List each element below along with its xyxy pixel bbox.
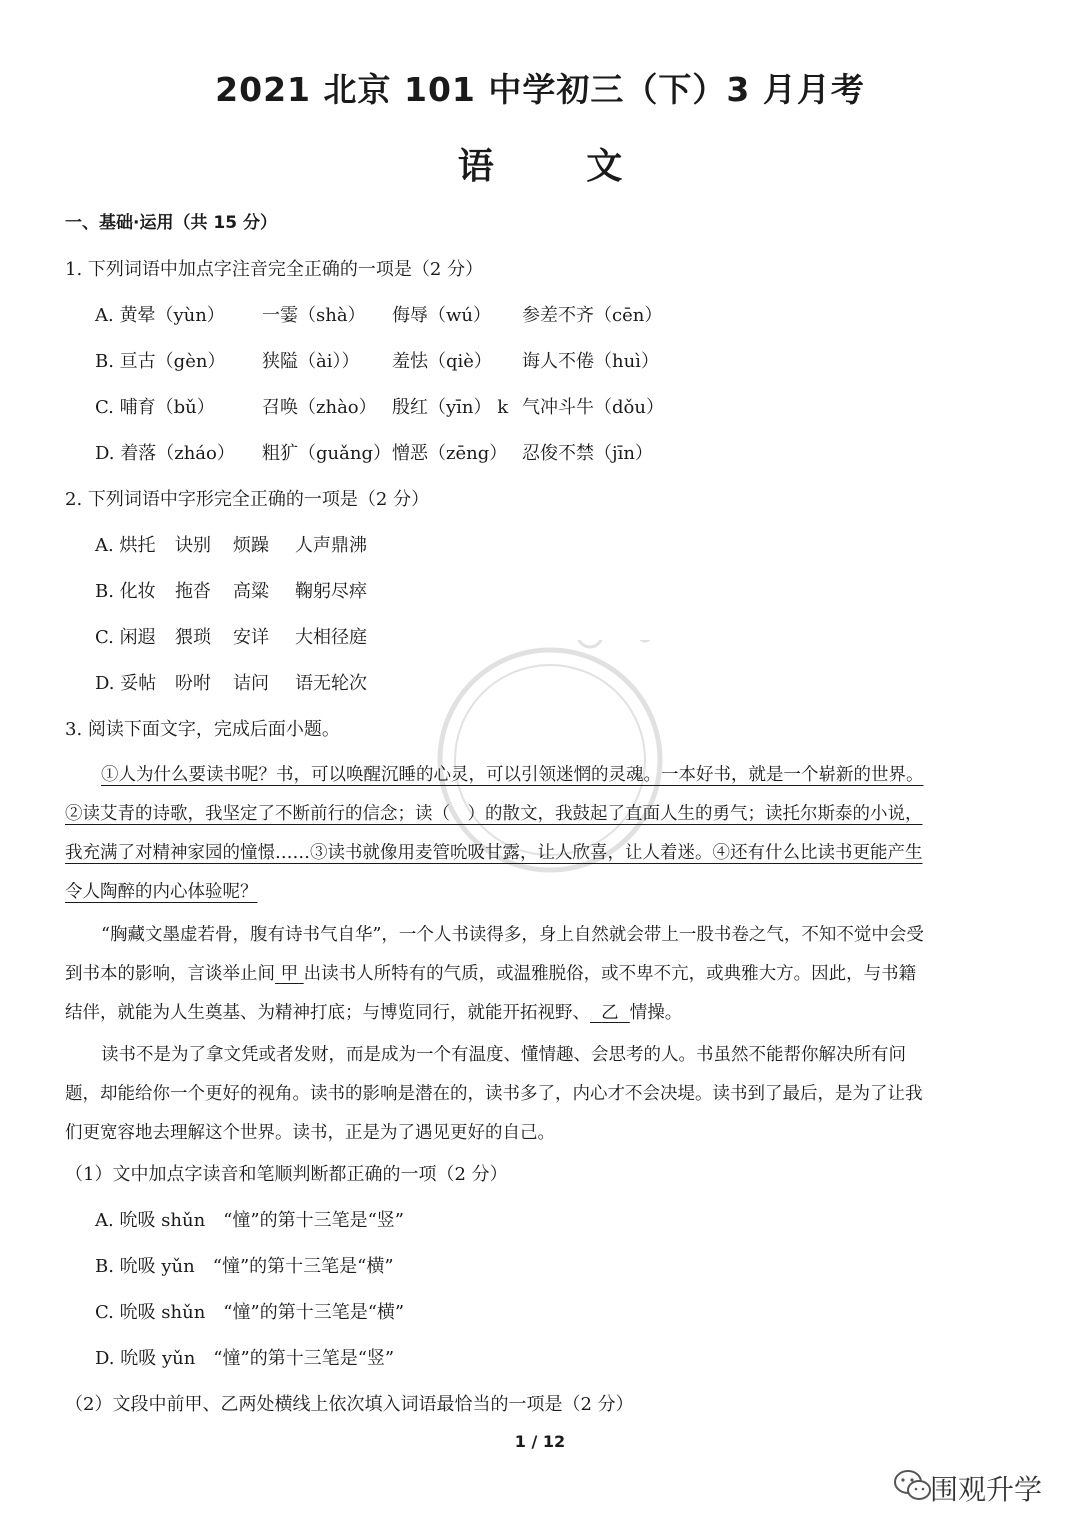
passage-line: 我充满了对精神家园的憧憬……③读书就像用麦管吮吸甘露，让人欣喜，让人着迷。④还有什么比读书更能产生	[65, 843, 923, 863]
blank-yi: 乙	[601, 1003, 619, 1023]
option-cell: 气冲斗牛（dǒu）	[522, 397, 664, 418]
option-cell: C. 闲遐	[95, 627, 156, 648]
question-1-stem: 1. 下列词语中加点字注音完全正确的一项是（2 分）	[65, 259, 484, 280]
option-cell: A. 烘托	[95, 535, 156, 556]
option-cell: 召唤（zhào）	[262, 397, 377, 418]
passage-line: 读书不是为了拿文凭或者发财，而是成为一个有温度、懂情趣、会思考的人。书虽然不能帮你解决所有问	[101, 1045, 906, 1065]
subject-title: 语 文	[457, 146, 663, 187]
option-cell: B. 亘古（gèn）	[95, 351, 226, 372]
sub-question-2-stem: （2）文段中前甲、乙两处横线上依次填入词语最恰当的一项是（2 分）	[65, 1394, 634, 1415]
passage-line: ②读艾青的诗歌，我坚定了不断前行的信念；读（ ）的散文，我鼓起了直面人生的勇气；读托尔斯泰的小说，	[65, 804, 923, 824]
passage-line	[65, 994, 1005, 1033]
option-cell: 语无轮次	[295, 673, 367, 694]
option-cell: A. 黄晕（yùn）	[95, 305, 225, 326]
option-cell: 大相径庭	[295, 627, 367, 648]
watermark-seal-icon	[430, 640, 670, 880]
option-cell: 诲人不倦（huì）	[522, 351, 659, 372]
question-3-stem: 3. 阅读下面文字，完成后面小题。	[65, 719, 340, 740]
passage-line	[65, 955, 1005, 994]
option-cell: 侮辱（wú）	[392, 305, 491, 326]
option-cell: 安详	[233, 627, 269, 648]
option-cell: 憎恶（zēng）	[392, 443, 508, 464]
option-cell: 猥琐	[175, 627, 211, 648]
option-cell: 殷红（yīn） k	[392, 397, 509, 418]
option-cell: C. 哺育（bǔ）	[95, 397, 215, 418]
option-cell: D. 妥帖	[95, 673, 157, 694]
passage-line: 们更宽容地去理解这个世界。读书，正是为了遇见更好的自己。	[65, 1123, 555, 1143]
passage-paragraph-3	[65, 1036, 1005, 1153]
option-cell: 高粱	[233, 581, 269, 602]
option-cell: 参差不齐（cēn）	[522, 305, 663, 326]
option-cell: 诘问	[233, 673, 269, 694]
sub-question-1-stem: （1）文中加点字读音和笔顺判断都正确的一项（2 分）	[65, 1164, 508, 1185]
option-cell: 诀别	[175, 535, 211, 556]
option-cell: 吩咐	[175, 673, 211, 694]
passage-text: 到书本的影响，言谈举止间	[65, 964, 275, 984]
passage-paragraph-2	[65, 916, 1005, 1033]
passage-line: ①人为什么要读书呢？书，可以唤醒沉睡的心灵，可以引领迷惘的灵魂。一本好书，就是一个崭新的世界。	[101, 765, 924, 785]
passage-line: 题，却能给你一个更好的视角。读书的影响是潜在的，读书多了，内心才不会决堤。读书到了最后，是为了让我	[65, 1084, 923, 1104]
sub1-option-d: D. 吮吸 yǔn “憧”的第十三笔是“竖”	[95, 1348, 395, 1369]
brand-name: 围观升学	[929, 1473, 1042, 1506]
passage-text: 结伴，就能为人生奠基、为精神打底；与博览同行，就能开拓视野、	[65, 1003, 590, 1023]
option-cell: 一霎（shà）	[262, 305, 366, 326]
sub1-option-b: B. 吮吸 yǔn “憧”的第十三笔是“横”	[95, 1256, 394, 1277]
passage-text: 情操。	[629, 1003, 683, 1023]
sub1-option-c: C. 吮吸 shǔn “憧”的第十三笔是“横”	[95, 1302, 405, 1323]
option-cell: 拖沓	[175, 581, 211, 602]
option-cell: 人声鼎沸	[295, 535, 367, 556]
option-cell: B. 化妆	[95, 581, 156, 602]
passage-line: 令人陶醉的内心体验呢？	[65, 882, 258, 902]
option-cell: 忍俊不禁（jīn）	[522, 443, 653, 464]
option-cell: D. 着落（zháo）	[95, 443, 235, 464]
blank-jia: 甲	[280, 964, 299, 984]
sub1-option-a: A. 吮吸 shǔn “憧”的第十三笔是“竖”	[95, 1210, 404, 1231]
section-heading: 一、基础·运用（共 15 分）	[65, 213, 277, 233]
question-2-stem: 2. 下列词语中字形完全正确的一项是（2 分）	[65, 489, 430, 510]
wechat-icon	[893, 1468, 933, 1504]
passage-line: “胸藏文墨虚若骨，腹有诗书气自华”，一个人书读得多，身上自然就会带上一股书卷之气，不知不觉中会受	[101, 925, 924, 945]
option-cell: 羞怯（qiè）	[392, 351, 492, 372]
page-title: 2021 北京 101 中学初三（下）3 月月考	[215, 70, 865, 109]
passage-text: 出读书人所特有的气质，或温雅脱俗，或不卑不亢，或典雅大方。因此，与书籍	[303, 964, 917, 984]
option-cell: 鞠躬尽瘁	[295, 581, 367, 602]
option-cell: 狭隘（ài））	[262, 351, 360, 372]
option-cell: 烦躁	[233, 535, 269, 556]
option-cell: 粗犷（guǎng）	[262, 443, 391, 464]
page-number: 1 / 12	[514, 1432, 566, 1451]
